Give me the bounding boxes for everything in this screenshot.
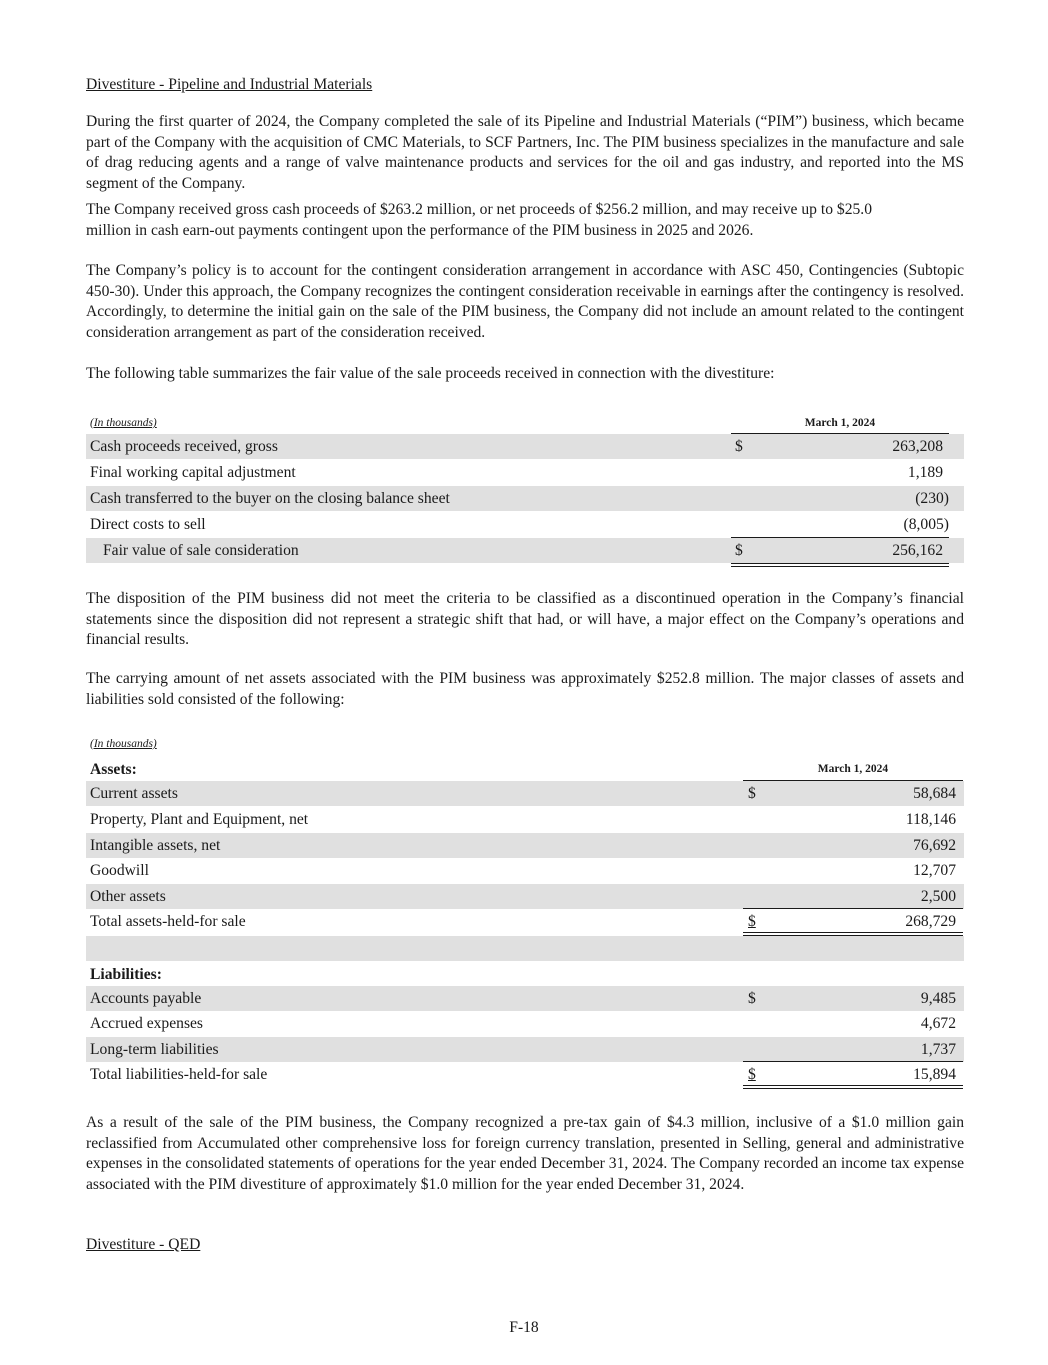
table-row <box>86 807 964 832</box>
row-label: Direct costs to sell <box>90 516 206 533</box>
row-label: Total assets-held-for sale <box>90 913 246 930</box>
row-amount: 2,500 <box>920 888 956 905</box>
table-row <box>86 486 964 511</box>
table-row <box>86 460 964 485</box>
liabilities-header-label: Liabilities: <box>90 966 162 983</box>
table-row <box>86 858 964 883</box>
table-row <box>86 1011 964 1036</box>
table-row <box>86 833 964 858</box>
units-label: (In thousands) <box>90 417 157 429</box>
net-assets-table <box>86 737 964 1092</box>
table-row-total <box>86 1062 964 1087</box>
row-label: Cash transferred to the buyer on the closing balance sheet <box>90 490 450 507</box>
row-amount: 268,729 <box>905 913 956 930</box>
paragraph-pim-overview: During the first quarter of 2024, the Company completed the sale of its Pipeline and Industrial Materials (“PIM”) business, which became part of the Company with the acquisition of CMC Materials, to SCF Partners, Inc. The PIM business specializes in the manufacture and sale of drag reducing agents and a range of valve maintenance products and services for the oil and gas industry, and reported into the MS segment of the Company. <box>86 113 964 192</box>
row-label: Cash proceeds received, gross <box>90 438 278 455</box>
paragraph-carrying-amount: The carrying amount of net assets associated with the PIM business was approximately $252.8 million. The major classes of assets and liabilities sold consisted of the following: <box>86 670 964 708</box>
currency-symbol: $ <box>748 913 756 930</box>
row-amount: 76,692 <box>913 837 956 854</box>
total-double-rule <box>731 563 949 567</box>
row-label: Total liabilities-held-for sale <box>90 1066 268 1083</box>
total-double-rule <box>743 1085 963 1089</box>
row-label: Final working capital adjustment <box>90 464 296 481</box>
assets-header-label: Assets: <box>90 761 137 778</box>
row-amount: 9,485 <box>920 990 956 1007</box>
page-number: F-18 <box>509 1319 539 1336</box>
liabilities-section-header <box>86 961 964 986</box>
row-amount: 4,672 <box>920 1015 956 1032</box>
row-amount: (8,005) <box>903 516 949 533</box>
currency-symbol: $ <box>748 785 756 802</box>
row-amount: 1,189 <box>907 464 943 481</box>
row-label: Accrued expenses <box>90 1015 204 1032</box>
column-header-date: March 1, 2024 <box>804 417 876 429</box>
currency-symbol: $ <box>735 438 743 455</box>
paragraph-pretax-gain: As a result of the sale of the PIM business, the Company recognized a pre-tax gain of $4.3 million, inclusive of a $1.0 million gain reclassified from Accumulated other comprehensive loss for foreign currency translation, presented in Selling, general and administrative expenses in the consolidated statements of operations for the year ended December 31, 2024. The Company recorded an income tax expense associated with the PIM divestiture of approximately $1.0 million for the year ended December 31, 2024. <box>86 1114 964 1193</box>
row-amount: 118,146 <box>905 811 956 828</box>
row-label: Other assets <box>90 888 166 905</box>
row-amount: (230) <box>915 490 949 507</box>
table-row <box>86 884 964 909</box>
row-label: Fair value of sale consideration <box>103 542 299 559</box>
table-row-total <box>86 538 964 563</box>
row-label: Intangible assets, net <box>90 837 221 854</box>
row-amount: 58,684 <box>913 785 956 802</box>
table-row <box>86 1037 964 1062</box>
paragraph-contingent-policy: The Company’s policy is to account for the contingent consideration arrangement in accordance with ASC 450, Contingencies (Subtopic 450-30). Under this approach, the Company recognizes the contingent consideration receivable in earnings after the contingency is resolved. Accordingly, to determine the initial gain on the sale of the PIM business, the Company did not include an amount related to the contingent consideration arrangement as part of the consideration received. <box>86 262 964 341</box>
table-row <box>86 434 964 459</box>
currency-symbol: $ <box>748 1066 756 1083</box>
row-amount: 263,208 <box>892 438 943 455</box>
row-label: Current assets <box>90 785 178 802</box>
table-row <box>86 781 964 806</box>
units-label: (In thousands) <box>90 738 157 750</box>
table-row-total <box>86 909 964 934</box>
row-label: Property, Plant and Equipment, net <box>90 811 309 828</box>
currency-symbol: $ <box>735 542 743 559</box>
row-label: Accounts payable <box>90 990 202 1007</box>
paragraph-proceeds: The Company received gross cash proceeds of $263.2 million, or net proceeds of $256.2 million, and may receive up to $25.0 million in cash earn-out payments contingent upon the performance of the PIM business in 2025 and 2026. <box>86 201 872 239</box>
row-label: Long-term liabilities <box>90 1041 219 1058</box>
row-amount: 1,737 <box>920 1041 956 1058</box>
section-heading-pim: Divestiture - Pipeline and Industrial Materials <box>86 76 373 93</box>
row-amount: 15,894 <box>913 1066 956 1083</box>
section-heading-qed: Divestiture - QED <box>86 1236 201 1253</box>
paragraph-disposition: The disposition of the PIM business did not meet the criteria to be classified as a discontinued operation in the Company’s financial statements since the disposition did not represent a strategic shift that had, or will have, a major effect on the Company’s operations and financial results. <box>86 590 964 648</box>
row-label: Goodwill <box>90 862 149 879</box>
column-header-date: March 1, 2024 <box>817 763 889 775</box>
row-amount: 256,162 <box>892 542 943 559</box>
table-row <box>86 986 964 1011</box>
spacer-row <box>86 936 964 961</box>
paragraph-table-intro: The following table summarizes the fair value of the sale proceeds received in connection with the divestiture: <box>86 365 775 382</box>
sale-proceeds-table <box>86 416 964 566</box>
table-row <box>86 512 964 537</box>
row-amount: 12,707 <box>913 862 956 879</box>
currency-symbol: $ <box>748 990 756 1007</box>
